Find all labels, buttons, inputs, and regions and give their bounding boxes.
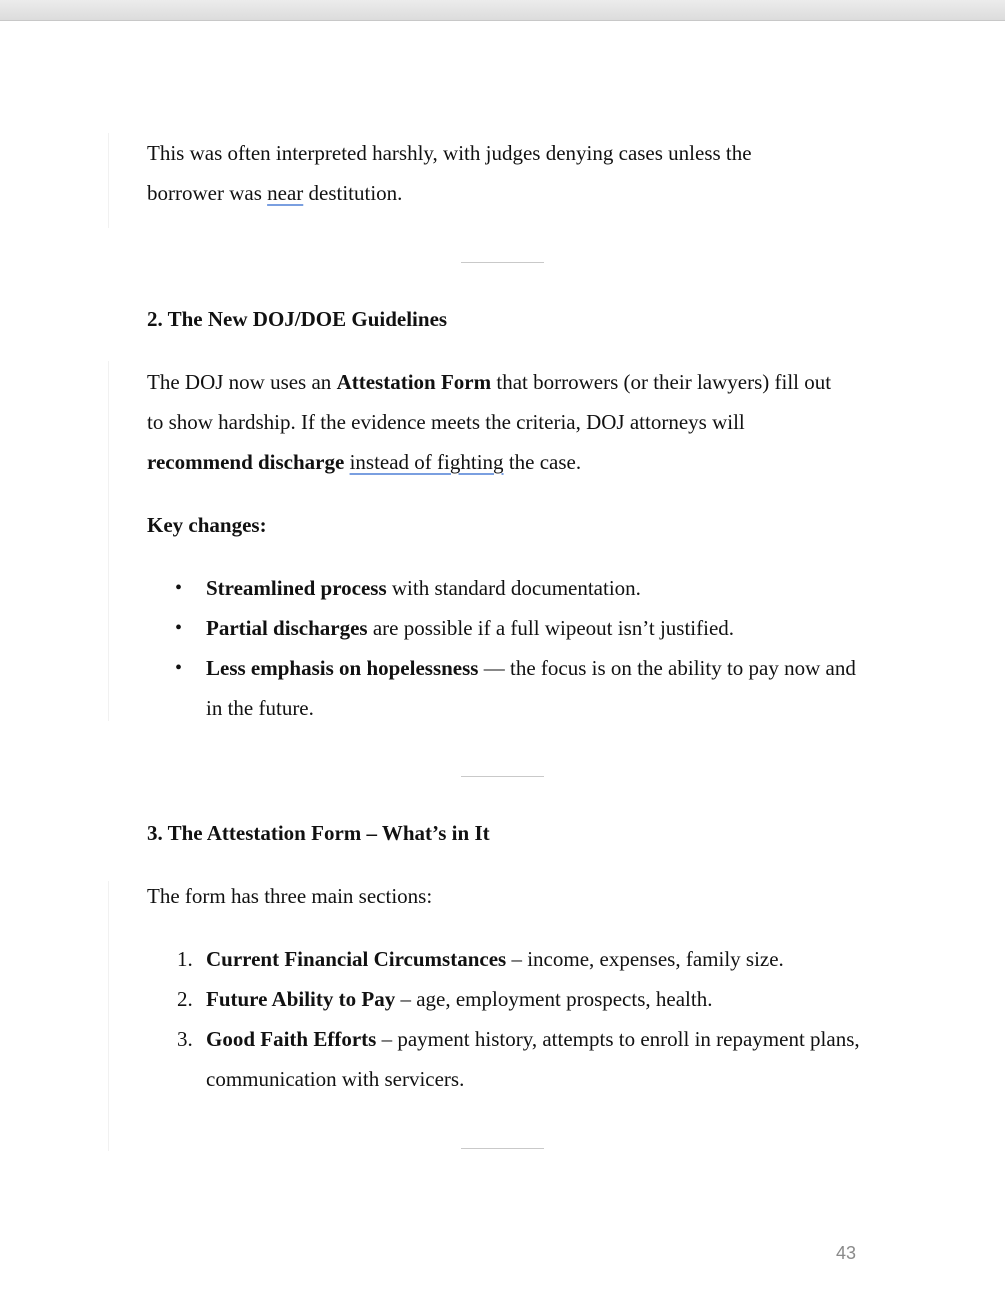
paragraph-line: This was often interpreted harshly, with judges denying cases unless the <box>147 141 752 165</box>
bold-term: Good Faith Efforts <box>206 1027 377 1051</box>
document-page <box>0 21 1005 1311</box>
bold-term: Future Ability to Pay <box>206 987 396 1011</box>
key-changes-label: Key changes: <box>147 513 267 537</box>
list-item-text: – payment history, attempts to enroll in repayment plans, communication with servicers. <box>206 1027 860 1091</box>
bold-term: Streamlined process <box>206 576 387 600</box>
section-divider <box>461 262 544 263</box>
page-number: 43 <box>836 1243 857 1263</box>
paragraph-continuation <box>147 133 847 213</box>
margin-rule <box>108 133 109 228</box>
paragraph-text: The DOJ now uses an <box>147 370 337 394</box>
paragraph-text: that borrowers (or their lawyers) fill out to show hardship. If the evidence meets the criteria, DOJ attorneys will <box>147 370 832 434</box>
bullet-icon: • <box>175 657 183 679</box>
window-top-bar <box>0 0 1005 21</box>
bold-term: Attestation Form <box>336 370 492 394</box>
bold-term: Less emphasis on hopelessness <box>206 656 479 680</box>
list-item <box>147 608 867 648</box>
list-number: 2. <box>177 987 193 1011</box>
list-number: 3. <box>177 1027 193 1051</box>
section-heading: 2. The New DOJ/DOE Guidelines <box>147 307 448 331</box>
section-divider <box>461 776 544 777</box>
list-item <box>147 648 867 728</box>
paragraph-text: the case. <box>503 450 582 474</box>
paragraph-text: destitution. <box>303 181 403 205</box>
list-item-text: with standard documentation. <box>386 576 641 600</box>
list-number: 1. <box>177 947 193 971</box>
margin-rule <box>108 361 109 721</box>
section-heading: 3. The Attestation Form – What’s in It <box>147 821 490 845</box>
bullet-icon: • <box>175 577 183 599</box>
bold-term: recommend discharge <box>147 450 345 474</box>
list-item <box>147 1019 867 1099</box>
list-item-text: — the focus is on the ability to pay now and in the future. <box>206 656 856 720</box>
bullet-list <box>147 568 867 728</box>
list-item <box>147 939 867 979</box>
bold-term: Current Financial Circumstances <box>206 947 507 971</box>
list-item-text: are possible if a full wipeout isn’t justified. <box>367 616 735 640</box>
paragraph-intro: The form has three main sections: <box>147 884 433 908</box>
list-item <box>147 568 867 608</box>
paragraph-guidelines <box>147 362 847 482</box>
list-item <box>147 979 867 1019</box>
section-divider <box>461 1148 544 1149</box>
bullet-icon: • <box>175 617 183 639</box>
grammar-flag-word[interactable]: near <box>267 181 304 205</box>
numbered-list <box>147 939 867 1099</box>
bold-term: Partial discharges <box>206 616 368 640</box>
paragraph-text: borrower was <box>147 181 268 205</box>
margin-rule <box>108 881 109 1151</box>
list-item-text: – income, expenses, family size. <box>506 947 784 971</box>
list-item-text: – age, employment prospects, health. <box>395 987 713 1011</box>
grammar-flag-phrase[interactable]: instead of fighting <box>349 450 504 474</box>
